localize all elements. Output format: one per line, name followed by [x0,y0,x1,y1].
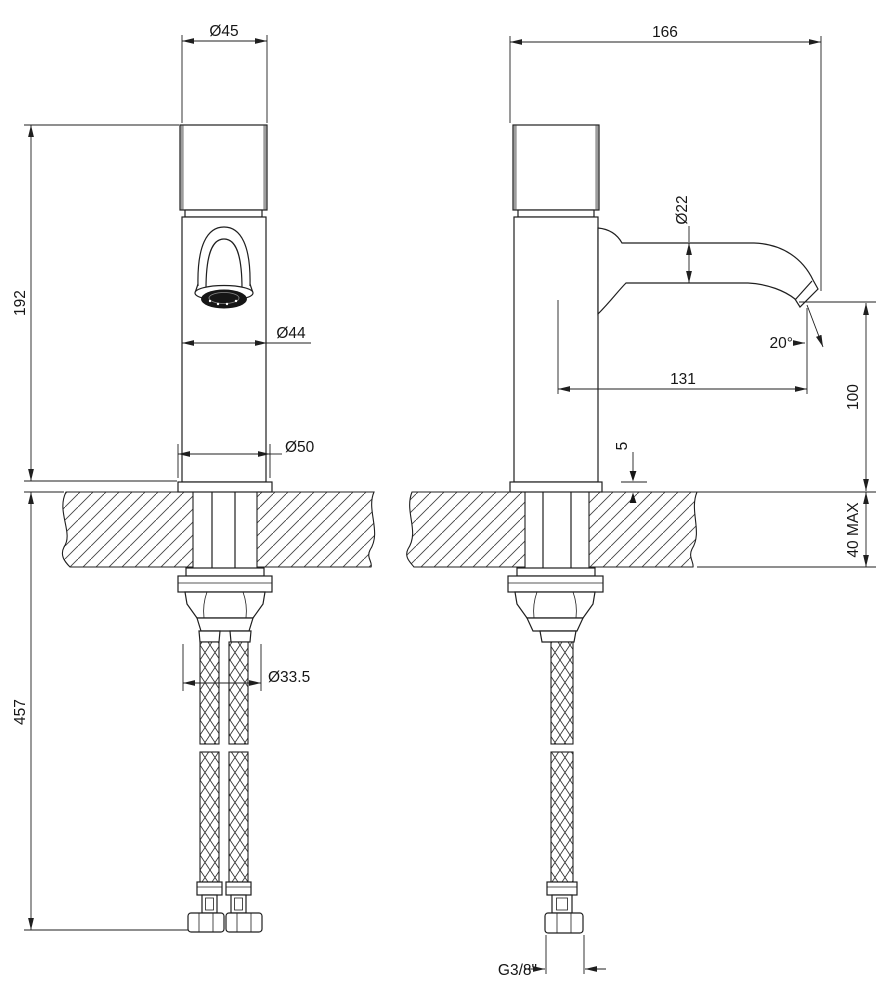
dim-spout-diameter-label: Ø22 [674,195,691,225]
dim-overall-depth-label: 166 [652,24,678,41]
mounting-nut-side [515,592,595,618]
mounting-hardware-front [178,568,272,642]
knurled-handle-side [513,125,599,210]
hose-end-fitting [188,882,224,932]
dim-supply-thread-label: G3/8" [497,962,537,979]
mounting-nut-front [185,592,265,618]
faucet-front [178,125,272,492]
dim-spout-height-label: 100 [845,384,862,410]
body-front [182,217,266,482]
countertop-section-side [407,492,697,568]
knurled-handle-front [180,125,267,210]
side-view [407,24,876,979]
hose-nut [545,913,583,933]
hose-nut [188,913,224,932]
dim-hose-length-label: 457 [12,699,29,725]
dim-overall-height-label: 192 [12,290,29,316]
mounting-hardware-side [508,568,603,642]
dim-base-diameter-label: Ø50 [285,439,315,456]
dim-outlet-angle-label: 20° [769,335,793,352]
base-plate-front [178,482,272,492]
dim-body-diameter-label: Ø44 [276,325,306,342]
spout-side [598,228,818,314]
dim-outlet-angle [770,305,823,352]
handle-edge-shade [514,126,517,210]
hose-nut [226,913,262,932]
faucet-side [510,125,818,492]
dim-base-plate-height-label: 5 [614,441,631,451]
handle-edge-shade [181,126,184,210]
dim-max-counter-thickness-label: 40 MAX [845,502,862,558]
handle-collar [185,210,262,217]
handle-collar [518,210,594,217]
supply-hose-side [545,642,583,933]
dim-handle-diameter-label: Ø45 [209,23,239,40]
supply-hoses-front [188,642,262,932]
handle-edge-shade [263,126,266,210]
dim-supply-thread [498,935,606,979]
hose-end-fitting [226,882,262,932]
countertop-section-front [62,492,374,568]
hose-end-fitting [545,882,583,933]
dim-overall-height [12,125,179,481]
dim-handle-diameter [182,23,267,123]
dim-hose-diameter-label: Ø33.5 [268,669,311,686]
dim-spout-height [799,302,876,491]
handle-edge-shade [595,126,598,210]
front-view [12,23,375,932]
body-side [514,217,598,482]
base-plate-side [510,482,602,492]
dim-max-counter-thickness [697,492,876,567]
dim-spout-reach-label: 131 [670,371,696,388]
